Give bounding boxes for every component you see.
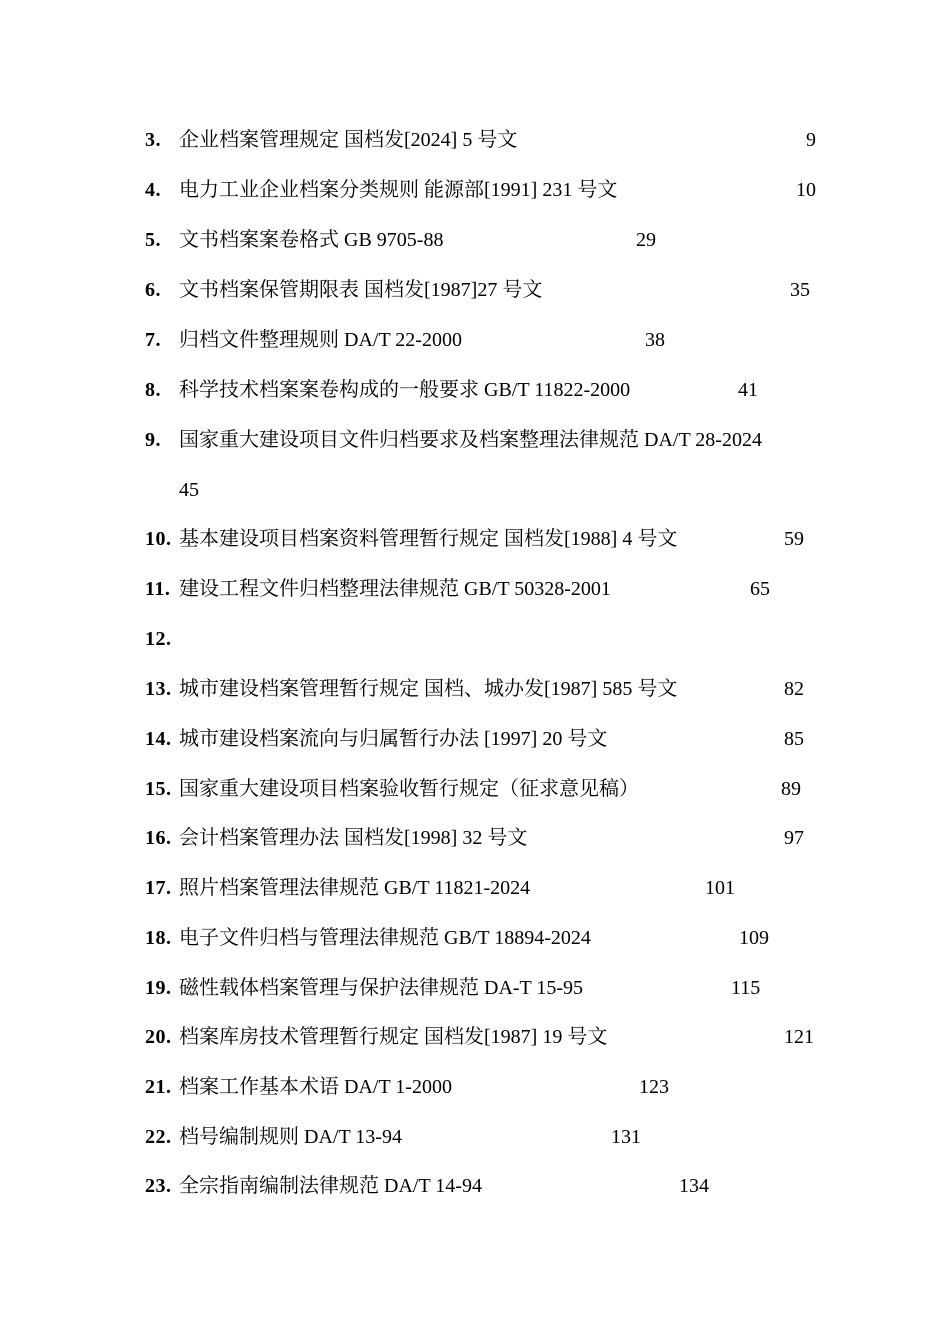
- toc-entry-title: 档号编制规则 DA/T 13-94: [179, 1126, 402, 1148]
- toc-entry-page: 89: [781, 778, 801, 800]
- toc-entry-number: 3.: [145, 129, 161, 151]
- toc-entry-page: 109: [739, 927, 769, 949]
- toc-entry-number: 20.: [145, 1026, 172, 1048]
- toc-entry-number: 8.: [145, 379, 161, 401]
- toc-entry-title: 照片档案管理法律规范 GB/T 11821-2024: [179, 877, 531, 899]
- toc-entry-page: 10: [796, 179, 816, 201]
- toc-entry-number: 9.: [145, 429, 161, 451]
- toc-entry-number: 5.: [145, 229, 161, 251]
- toc-entry-page: 101: [705, 877, 735, 899]
- toc-entry-title: 国家重大建设项目档案验收暂行规定（征求意见稿）: [179, 778, 639, 800]
- toc-entry-number: 12.: [145, 628, 172, 650]
- toc-entry-page: 29: [636, 229, 656, 251]
- toc-entry-title: 归档文件整理规则 DA/T 22-2000: [179, 329, 462, 351]
- toc-entry-title: 文书档案保管期限表 国档发[1987]27 号文: [179, 279, 543, 301]
- toc-entry-title: 城市建设档案管理暂行规定 国档、城办发[1987] 585 号文: [179, 678, 678, 700]
- toc-entry-title: 城市建设档案流向与归属暂行办法 [1997] 20 号文: [179, 728, 608, 750]
- toc-entry-title: 磁性载体档案管理与保护法律规范 DA-T 15-95: [179, 977, 584, 999]
- toc-entry-title: 企业档案管理规定 国档发[2024] 5 号文: [179, 129, 518, 151]
- toc-entry-title: 档案工作基本术语 DA/T 1-2000: [179, 1076, 452, 1098]
- toc-entry-title: 国家重大建设项目文件归档要求及档案整理法律规范 DA/T 28-2024: [179, 429, 762, 451]
- toc-entry-page: 45: [179, 479, 199, 501]
- toc-entry-title: 文书档案案卷格式 GB 9705-88: [179, 229, 444, 251]
- toc-entry-title: 科学技术档案案卷构成的一般要求 GB/T 11822-2000: [179, 379, 631, 401]
- toc-entry-page: 41: [738, 379, 758, 401]
- toc-entry-title: 电力工业企业档案分类规则 能源部[1991] 231 号文: [179, 179, 618, 201]
- toc-entry-page: 121: [784, 1026, 814, 1048]
- toc-entry-number: 10.: [145, 528, 172, 550]
- toc-entry-page: 82: [784, 678, 804, 700]
- toc-entry-title: 基本建设项目档案资料管理暂行规定 国档发[1988] 4 号文: [179, 528, 678, 550]
- toc-entry-page: 131: [611, 1126, 641, 1148]
- toc-entry-number: 14.: [145, 728, 172, 750]
- toc-entry-page: 65: [750, 578, 770, 600]
- toc-entry-number: 16.: [145, 827, 172, 849]
- toc-entry-number: 6.: [145, 279, 161, 301]
- toc-entry-number: 17.: [145, 877, 172, 899]
- toc-entry-number: 13.: [145, 678, 172, 700]
- toc-entry-number: 4.: [145, 179, 161, 201]
- toc-entry-title: 建设工程文件归档整理法律规范 GB/T 50328-2001: [179, 578, 611, 600]
- toc-entry-title: 电子文件归档与管理法律规范 GB/T 18894-2024: [179, 927, 591, 949]
- toc-entry-number: 23.: [145, 1175, 172, 1197]
- toc-entry-number: 7.: [145, 329, 161, 351]
- toc-entry-number: 21.: [145, 1076, 172, 1098]
- toc-entry-number: 22.: [145, 1126, 172, 1148]
- toc-entry-page: 59: [784, 528, 804, 550]
- toc-entry-page: 97: [784, 827, 804, 849]
- toc-entry-page: 123: [639, 1076, 669, 1098]
- toc-entry-page: 38: [645, 329, 665, 351]
- toc-entry-title: 档案库房技术管理暂行规定 国档发[1987] 19 号文: [179, 1026, 608, 1048]
- toc-entry-title: 全宗指南编制法律规范 DA/T 14-94: [179, 1175, 482, 1197]
- toc-entry-page: 85: [784, 728, 804, 750]
- toc-entry-number: 11.: [145, 578, 171, 600]
- toc-entry-page: 134: [679, 1175, 709, 1197]
- toc-entry-page: 35: [790, 279, 810, 301]
- toc-entry-title: 会计档案管理办法 国档发[1998] 32 号文: [179, 827, 528, 849]
- toc-entry-number: 18.: [145, 927, 172, 949]
- toc-entry-number: 15.: [145, 778, 172, 800]
- toc-entry-page: 9: [806, 129, 816, 151]
- toc-entry-page: 115: [731, 977, 761, 999]
- toc-entry-number: 19.: [145, 977, 172, 999]
